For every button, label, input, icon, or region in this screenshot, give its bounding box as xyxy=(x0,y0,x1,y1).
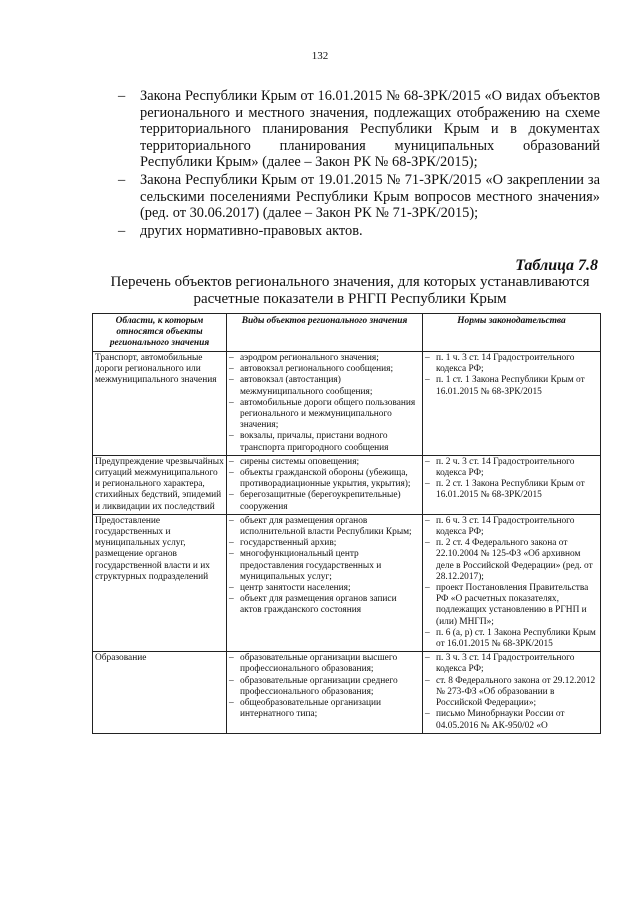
norms-cell xyxy=(423,514,601,651)
list-item: – автомобильные дороги общего пользования регионального и межмуниципального значения; xyxy=(229,397,416,431)
list-item: – объект для размещения органов записи актов гражданского состояния xyxy=(229,594,397,616)
intro-item-text: других нормативно-правовых актов. xyxy=(140,222,363,239)
table-row xyxy=(93,652,601,733)
list-item: – аэродром регионального значения; xyxy=(229,353,379,363)
objects-cell xyxy=(227,352,423,456)
list-item: – п. 2 ст. 1 Закона Республики Крым от 16.01.2015 № 68-ЗРК/2015 xyxy=(425,479,585,501)
intro-item-text: Закона Республики Крым от 16.01.2015 № 68-ЗРК/2015 «О видах объектов регионального и местного значения, подлежащих отображению на схеме территориального планирования Республики Крым и в документах территориального планирования муниципальных образований Республики Крым» (далее – Закон РК № 68-ЗРК/2015); xyxy=(140,88,600,171)
list-item: – общеобразовательные организации интернатного типа; xyxy=(229,698,382,720)
list-item: – проект Постановления Правительства РФ «О расчетных показателях, подлежащих установлению в РГНП и (или) МНГП»; xyxy=(425,583,589,627)
area-cell: Предоставление государственных и муниципальных услуг, размещение органов государственной власти и их структурных подразделений xyxy=(93,514,227,651)
area-cell: Транспорт, автомобильные дороги регионального или межмуниципального значения xyxy=(93,352,227,456)
list-item: – п. 3 ч. 3 ст. 14 Градостроительного кодекса РФ; xyxy=(425,653,575,675)
area-cell: Предупреждение чрезвычайных ситуаций межмуниципального и регионального характера, стихийных бедствий, эпидемий и ликвидации их последствий xyxy=(93,455,227,514)
list-item: – объекты гражданской обороны (убежища, противорадиационные укрытия, укрытия); xyxy=(229,468,411,490)
list-item: – автовокзал (автостанция) межмуниципального сообщения; xyxy=(229,375,373,397)
table-row xyxy=(93,352,601,456)
list-item: – образовательные организации высшего профессионального образования; xyxy=(229,653,398,675)
objects-cell xyxy=(227,652,423,733)
list-item: – п. 2 ст. 4 Федерального закона от 22.10.2004 № 125-ФЗ «Об архивном деле в Российской Федерации» (ред. от 28.12.2017); xyxy=(425,538,593,582)
list-item: – ст. 8 Федерального закона от 29.12.2012 № 273-ФЗ «Об образовании в Российской Федерации»; xyxy=(425,675,596,709)
norms-cell xyxy=(423,652,601,733)
page-number: 132 xyxy=(311,50,329,62)
list-item: – объект для размещения органов исполнительной власти Республики Крым; xyxy=(229,515,412,538)
list-item: – сирены системы оповещения; xyxy=(229,456,360,467)
list-item: – государственный архив; xyxy=(229,538,337,549)
intro-item xyxy=(118,223,600,240)
objects-cell xyxy=(227,455,423,514)
list-item: – центр занятости населения; xyxy=(229,583,351,594)
objects-table xyxy=(92,313,601,734)
list-dash: – xyxy=(118,222,126,239)
list-item: – берегозащитные (берегоукрепительные) сооружения xyxy=(229,490,401,512)
intro-list xyxy=(118,88,600,240)
intro-item xyxy=(118,88,600,171)
list-dash: – xyxy=(118,171,126,188)
list-item: – п. 2 ч. 3 ст. 14 Градостроительного кодекса РФ; xyxy=(425,456,575,479)
list-item: – п. 6 ч. 3 ст. 14 Градостроительного кодекса РФ; xyxy=(425,515,575,538)
table-row xyxy=(93,455,601,514)
intro-item xyxy=(118,172,600,222)
objects-cell xyxy=(227,514,423,651)
list-item: – п. 1 ст. 1 Закона Республики Крым от 16.01.2015 № 68-ЗРК/2015 xyxy=(425,375,585,397)
area-cell: Образование xyxy=(93,652,227,733)
header-areas: Области, к которым относятся объекты регионального значения xyxy=(93,314,227,352)
list-item: – автовокзал регионального сообщения; xyxy=(229,364,394,375)
list-item: – письмо Минобрнауки России от 04.05.2016 № АК-950/02 «О xyxy=(425,709,565,731)
header-object-types: Виды объектов регионального значения xyxy=(227,314,423,352)
header-legislation: Нормы законодательства xyxy=(423,314,601,352)
norms-cell xyxy=(423,352,601,456)
list-dash: – xyxy=(118,88,126,104)
norms-cell xyxy=(423,455,601,514)
table-label: Таблица 7.8 xyxy=(515,257,598,274)
list-item: – многофункциональный центр предоставления государственных и муниципальных услуг; xyxy=(229,549,382,582)
table-header-row xyxy=(93,314,601,352)
list-item: – п. 1 ч. 3 ст. 14 Градостроительного кодекса РФ; xyxy=(425,353,575,375)
list-item: – п. 6 (а, р) ст. 1 Закона Республики Крым от 16.01.2015 № 68-ЗРК/2015 xyxy=(425,627,596,650)
list-item: – образовательные организации среднего профессионального образования; xyxy=(229,675,398,697)
table-row xyxy=(93,514,601,651)
intro-item-text: Закона Республики Крым от 19.01.2015 № 71-ЗРК/2015 «О закреплении за сельскими поселениями Республики Крым вопросов местного значения» (ред. от 30.06.2017) (далее – Закон РК № 71-ЗРК/2015); xyxy=(140,171,600,222)
table-caption: Перечень объектов регионального значения, для которых устанавливаются расчетные показатели в РНГП Республики Крым xyxy=(110,274,590,307)
list-item: – вокзалы, причалы, пристани водного транспорта пригородного сообщения xyxy=(229,431,389,453)
